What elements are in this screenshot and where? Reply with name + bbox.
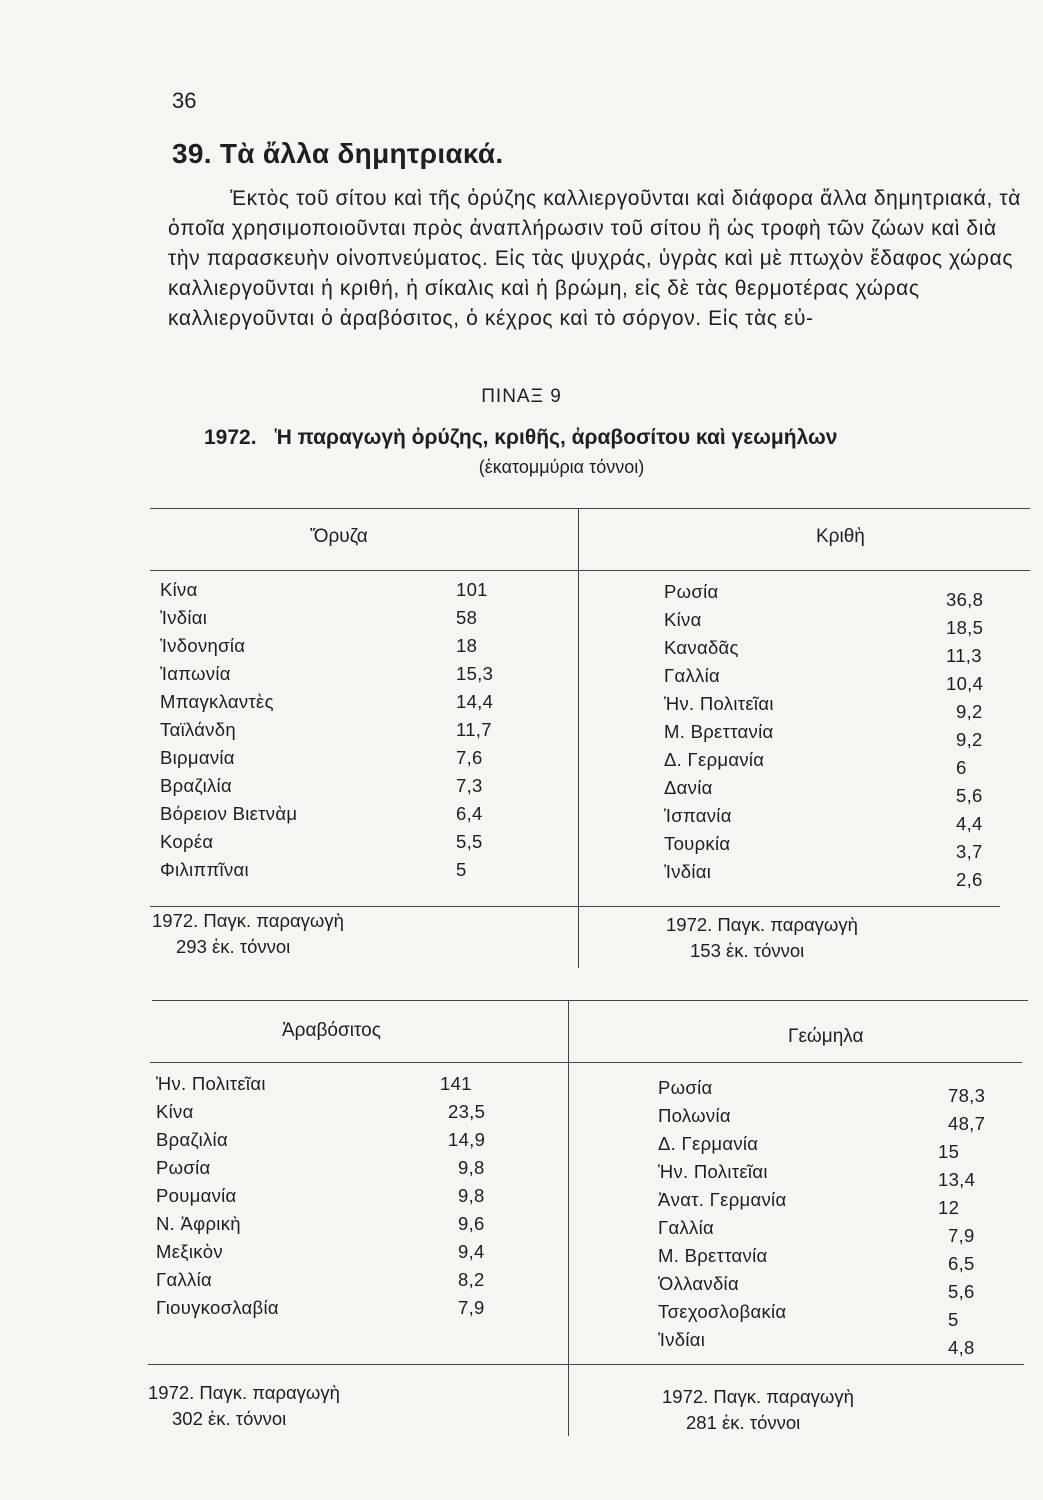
total-value: 293 ἑκ. τόννοι	[176, 936, 291, 957]
value: 12	[938, 1197, 960, 1218]
table-row	[658, 1270, 998, 1302]
country: Βιρμανία	[160, 747, 235, 768]
country: Γαλλία	[664, 665, 720, 686]
barley-list	[664, 578, 994, 890]
value: 14,9	[448, 1129, 486, 1150]
country: Ἰνδίαι	[664, 861, 712, 882]
table-row	[658, 1130, 998, 1162]
total-label: 1972. Παγκ. παραγωγὴ	[666, 914, 858, 935]
rice-list	[160, 576, 500, 884]
table-row	[156, 1182, 496, 1210]
value: 18,5	[946, 617, 984, 638]
body-paragraph	[168, 184, 1028, 334]
table-row	[664, 802, 994, 834]
maize-total	[148, 1380, 340, 1432]
table-row	[664, 606, 994, 638]
rice-header: Ὄρυζα	[310, 526, 368, 547]
country: Ἡν. Πολιτεῖαι	[658, 1161, 768, 1182]
table-row	[664, 578, 994, 610]
table-row	[156, 1294, 496, 1322]
value: 13,4	[938, 1169, 976, 1190]
country: Γαλλία	[658, 1217, 714, 1238]
table-row	[160, 856, 500, 884]
country: Ταϊλάνδη	[160, 719, 236, 740]
table-row	[658, 1326, 998, 1358]
potatoes-total	[662, 1384, 854, 1436]
table-row	[664, 746, 994, 778]
country: Ἡν. Πολιτεῖαι	[664, 693, 774, 714]
table-row	[156, 1266, 496, 1294]
value: 5,6	[956, 785, 983, 806]
country: Κορέα	[160, 831, 214, 852]
country: Πολωνία	[658, 1105, 731, 1126]
value: 6,5	[948, 1253, 975, 1274]
value: 141	[440, 1073, 472, 1094]
table-row	[658, 1074, 998, 1106]
table-row	[664, 774, 994, 806]
section-rule-2	[152, 1000, 1028, 1001]
table-row	[160, 828, 500, 856]
country: Ἰνδίαι	[160, 607, 208, 628]
country: Ρωσία	[658, 1077, 713, 1098]
value: 5,5	[456, 831, 483, 852]
table-row	[160, 604, 500, 632]
value: 7,9	[458, 1297, 485, 1318]
country: Δ. Γερμανία	[664, 749, 765, 770]
value: 11,7	[456, 719, 492, 740]
value: 3,7	[956, 841, 983, 862]
value: 5	[948, 1309, 959, 1330]
value: 4,4	[956, 813, 983, 834]
value: 36,8	[946, 589, 984, 610]
country: Τσεχοσλοβακία	[658, 1301, 787, 1322]
page-number: 36	[172, 88, 197, 113]
country: Μεξικὸν	[156, 1241, 223, 1262]
country: Ἰαπωνία	[160, 663, 231, 684]
total-value: 302 ἑκ. τόννοι	[172, 1408, 287, 1429]
potatoes-list	[658, 1074, 998, 1358]
value: 14,4	[456, 691, 494, 712]
value: 11,3	[946, 645, 982, 666]
table-row	[664, 858, 994, 890]
value: 4,8	[948, 1337, 975, 1358]
table-row	[156, 1238, 496, 1266]
paragraph-text: Ἐκτὸς τοῦ σίτου καὶ τῆς ὀρύζης καλλιεργοῦνται καὶ διάφορα ἄλλα δημητριακά, τὰ ὁποῖα χρησιμοποιοῦνται πρὸς ἀναπλήρωσιν τοῦ σίτου ἢ ὡς τροφὴ τῶν ζώων καὶ διὰ τὴν παρασκευὴν οἰνοπνεύματος. Εἰς τὰς ψυχράς, ὑγρὰς καὶ μὲ πτωχὸν ἔδαφος χώρας καλλιεργοῦνται ἡ κριθή, ἡ σίκαλις καὶ ἡ βρώμη, εἰς δὲ τὰς θερμοτέρας χώρας καλλιεργοῦνται ὁ ἀραβόσιτος, ὁ κέχρος καὶ τὸ σόργον. Εἰς τὰς εὐ-	[168, 187, 1021, 330]
total-label: 1972. Παγκ. παραγωγὴ	[152, 910, 344, 931]
total-rule-2	[148, 1364, 1024, 1365]
country: Ὁλλανδία	[658, 1273, 739, 1294]
country: Τουρκία	[664, 833, 731, 854]
country: Φιλιππῖναι	[160, 859, 249, 880]
country: Κίνα	[156, 1101, 194, 1122]
country: Ἱσπανία	[664, 805, 732, 826]
country: Μ. Βρεττανία	[658, 1245, 768, 1266]
country: Ρουμανία	[156, 1185, 237, 1206]
country: Ἀνατ. Γερμανία	[658, 1189, 787, 1210]
country: Ρωσία	[664, 581, 719, 602]
barley-header: Κριθὴ	[816, 526, 865, 547]
value: 15	[938, 1141, 960, 1162]
country: Κίνα	[160, 579, 198, 600]
section-heading: 39. Τὰ ἄλλα δημητριακά.	[172, 138, 504, 169]
table-top-rule	[150, 508, 1030, 509]
value: 2,6	[956, 869, 983, 890]
value: 18	[456, 635, 478, 656]
country: Κίνα	[664, 609, 702, 630]
value: 9,2	[956, 729, 983, 750]
table-title-text: Ἡ παραγωγὴ ὀρύζης, κριθῆς, ἀραβοσίτου καὶ γεωμήλων	[274, 426, 838, 449]
value: 15,3	[456, 663, 494, 684]
table-row	[160, 660, 500, 688]
value: 9,2	[956, 701, 983, 722]
value: 9,4	[458, 1241, 485, 1262]
table-row	[664, 634, 994, 666]
table-title	[204, 426, 837, 450]
value: 10,4	[946, 673, 984, 694]
table-row	[658, 1298, 998, 1330]
table-row	[156, 1154, 496, 1182]
table-row	[658, 1186, 998, 1218]
country: Ν. Ἀφρικὴ	[156, 1213, 241, 1234]
table-row	[160, 800, 500, 828]
table-year: 1972.	[204, 426, 257, 449]
country: Μπαγκλαντὲς	[160, 691, 274, 712]
value: 58	[456, 607, 478, 628]
value: 8,2	[458, 1269, 485, 1290]
country: Ἡν. Πολιτεῖαι	[156, 1073, 266, 1094]
total-label: 1972. Παγκ. παραγωγὴ	[148, 1382, 340, 1403]
table-row	[664, 830, 994, 862]
table-row	[658, 1158, 998, 1190]
country: Βραζιλία	[156, 1129, 228, 1150]
header-rule-1	[150, 570, 1030, 571]
value: 101	[456, 579, 488, 600]
country: Καναδᾶς	[664, 637, 739, 658]
table-row	[156, 1126, 496, 1154]
table-row	[160, 576, 500, 604]
country: Γιουγκοσλαβία	[156, 1297, 279, 1318]
value: 78,3	[948, 1085, 986, 1106]
table-row	[160, 632, 500, 660]
value: 9,8	[458, 1185, 485, 1206]
maize-list	[156, 1070, 496, 1322]
value: 6	[956, 757, 967, 778]
value: 9,8	[458, 1157, 485, 1178]
table-row	[156, 1210, 496, 1238]
header-rule-2	[150, 1062, 1022, 1063]
rice-total	[152, 908, 344, 960]
country: Βραζιλία	[160, 775, 232, 796]
value: 23,5	[448, 1101, 486, 1122]
table-row	[664, 690, 994, 722]
country: Μ. Βρεττανία	[664, 721, 774, 742]
table-row	[658, 1214, 998, 1246]
country: Ρωσία	[156, 1157, 211, 1178]
value: 7,9	[948, 1225, 975, 1246]
total-value: 153 ἑκ. τόννοι	[690, 940, 805, 961]
value: 7,3	[456, 775, 483, 796]
maize-header: Ἀραβόσιτος	[282, 1020, 381, 1041]
table-row	[160, 688, 500, 716]
table-row	[658, 1242, 998, 1274]
country: Γαλλία	[156, 1269, 212, 1290]
table-row	[160, 744, 500, 772]
country: Ἰνδονησία	[160, 635, 246, 656]
total-label: 1972. Παγκ. παραγωγὴ	[662, 1386, 854, 1407]
country: Βόρειον Βιετνὰμ	[160, 803, 298, 824]
total-rule-1	[150, 906, 1000, 907]
table-label: ΠΙΝΑΞ 9	[481, 386, 562, 407]
table-row	[160, 716, 500, 744]
country: Ἰνδίαι	[658, 1329, 706, 1350]
value: 48,7	[948, 1113, 986, 1134]
table-row	[156, 1098, 496, 1126]
value: 5	[456, 859, 467, 880]
table-row	[664, 662, 994, 694]
potatoes-header: Γεώμηλα	[788, 1026, 864, 1047]
value: 7,6	[456, 747, 483, 768]
value: 6,4	[456, 803, 483, 824]
table-row	[658, 1102, 998, 1134]
table-row	[156, 1070, 496, 1098]
barley-total	[666, 912, 858, 964]
table-row	[664, 718, 994, 750]
country: Δ. Γερμανία	[658, 1133, 759, 1154]
value: 5,6	[948, 1281, 975, 1302]
column-divider-1	[578, 508, 579, 968]
table-row	[160, 772, 500, 800]
column-divider-2	[568, 1000, 569, 1436]
table-unit: (ἑκατομμύρια τόννοι)	[478, 457, 645, 477]
value: 9,6	[458, 1213, 485, 1234]
country: Δανία	[664, 777, 713, 798]
total-value: 281 ἑκ. τόννοι	[686, 1412, 801, 1433]
